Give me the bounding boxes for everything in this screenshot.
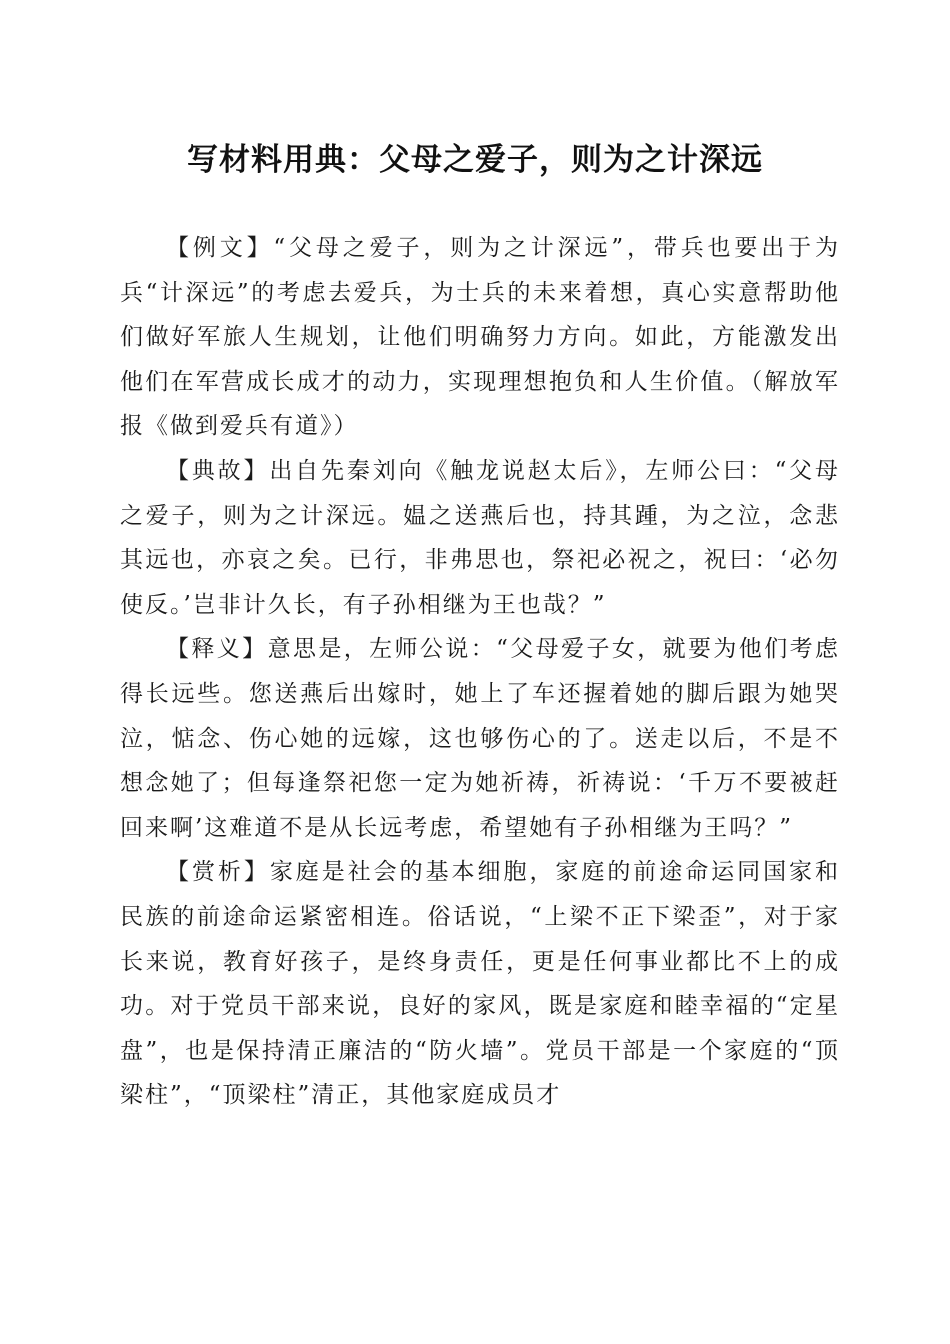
paragraph-appreciation: 【赏析】家庭是社会的基本细胞，家庭的前途命运同国家和民族的前途命运紧密相连。俗话说，“上梁不正下梁歪”，对于家长来说，教育好孩子，是终身责任，更是任何事业都比不上的成功。对于党员干部来说，良好的家风，既是家庭和睦幸福的“定星盘”，也是保持清正廉洁的“防火墙”。党员干部是一个家庭的“顶梁柱”，“顶梁柱”清正，其他家庭成员才 (120, 859, 840, 1109)
paragraph-allusion: 【典故】出自先秦刘向《触龙说赵太后》，左师公曰：“父母之爱子，则为之计深远。媪之送燕后也，持其踵，为之泣，念悲其远也，亦哀之矣。已行，非弗思也，祭祀必祝之，祝曰：‘必勿使反。’岂非计久长，有子孙相继为王也哉？” (120, 457, 840, 618)
document-body (120, 226, 840, 1118)
paragraph-example: 【例文】“父母之爱子，则为之计深远”，带兵也要出于为兵“计深远”的考虑去爱兵，为士兵的未来着想，真心实意帮助他们做好军旅人生规划，让他们明确努力方向。如此，方能激发出他们在军营成长成才的动力，实现理想抱负和人生价值。（解放军报《做到爱兵有道》） (120, 235, 840, 440)
paragraph-explanation: 【释义】意思是，左师公说：“父母爱子女，就要为他们考虑得长远些。您送燕后出嫁时，她上了车还握着她的脚后跟为她哭泣，惦念、伤心她的远嫁，这也够伤心的了。送走以后，不是不想念她了；但每逢祭祀您一定为她祈祷，祈祷说：‘千万不要被赶回来啊’这难道不是从长远考虑，希望她有子孙相继为王吗？” (120, 636, 840, 841)
document-title: 写材料用典：父母之爱子，则为之计深远 (187, 142, 763, 178)
